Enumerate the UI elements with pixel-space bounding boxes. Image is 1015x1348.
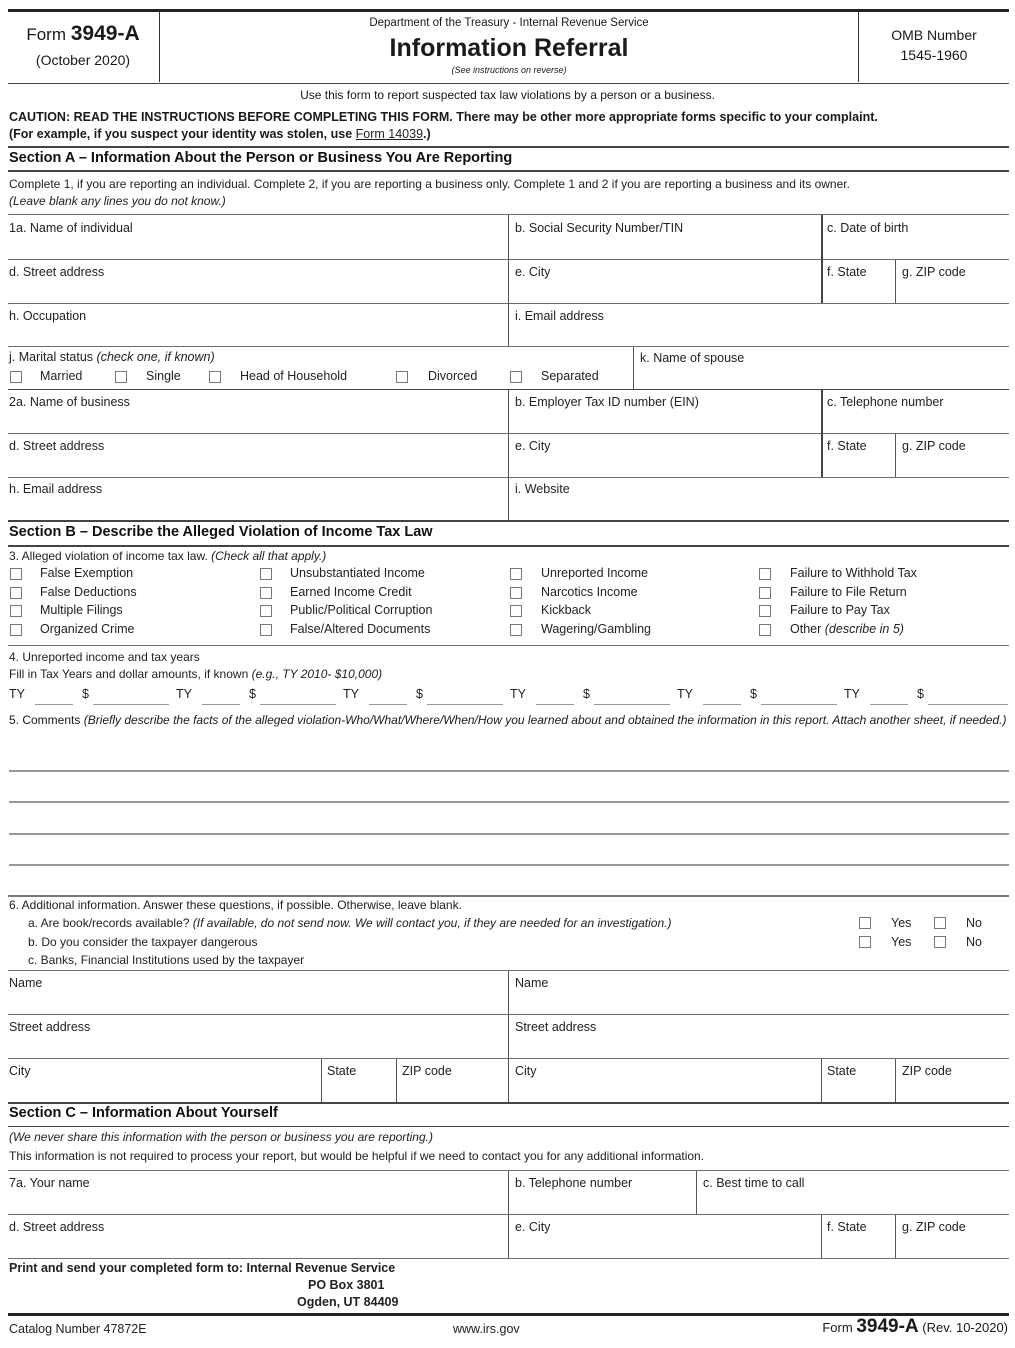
marital-head-of-household-checkbox[interactable]	[209, 371, 221, 383]
bank1-state-field[interactable]: State	[327, 1064, 357, 1078]
violation-earned-income-credit-checkbox[interactable]	[260, 587, 272, 599]
ty-amount-input-2[interactable]	[260, 704, 336, 705]
violation-false-altered-documents-checkbox[interactable]	[260, 624, 272, 636]
ty-amount-input-4[interactable]	[594, 704, 670, 705]
ty-year-input-1[interactable]	[35, 704, 73, 705]
caution-example: (For example, if you suspect your identity was stolen, use Form 14039.)	[9, 127, 431, 141]
marital-divorced-checkbox[interactable]	[396, 371, 408, 383]
q4-fill-text: Fill in Tax Years and dollar amounts, if known (e.g., TY 2010- $10,000)	[9, 667, 383, 681]
section-a-instructions: Complete 1, if you are reporting an individual. Complete 2, if you are reporting a business only. Complete 1 and 2 if you are reporting a business and its owner.	[9, 177, 850, 191]
violation-wagering-gambling-checkbox[interactable]	[510, 624, 522, 636]
q6c-label: c. Banks, Financial Institutions used by the taxpayer	[28, 953, 305, 967]
comments-line-2[interactable]	[9, 801, 1009, 803]
violation-kickback-checkbox[interactable]	[510, 605, 522, 617]
business-zip-field[interactable]: g. ZIP code	[902, 439, 966, 453]
form-id-box	[8, 12, 158, 82]
violation-unreported-income-checkbox[interactable]	[510, 568, 522, 580]
violation-other-checkbox[interactable]	[759, 624, 771, 636]
violation-failure-to-pay-checkbox[interactable]	[759, 605, 771, 617]
catalog-number: Catalog Number 47872E	[9, 1322, 147, 1336]
spouse-name-field[interactable]: k. Name of spouse	[640, 351, 745, 365]
ty-year-input-5[interactable]	[703, 704, 741, 705]
section-a-top-rule	[8, 146, 1009, 148]
individual-name-field[interactable]: 1a. Name of individual	[9, 221, 133, 235]
your-city-field[interactable]: e. City	[515, 1220, 551, 1234]
bank1-city-field[interactable]: City	[9, 1064, 31, 1078]
individual-city-field[interactable]: e. City	[515, 265, 551, 279]
marital-separated-checkbox[interactable]	[510, 371, 522, 383]
your-phone-field[interactable]: b. Telephone number	[515, 1176, 633, 1190]
header-bottom-rule	[8, 83, 1009, 84]
q6b-no-checkbox[interactable]	[934, 936, 946, 948]
irs-website: www.irs.gov	[453, 1322, 520, 1336]
individual-zip-field[interactable]: g. ZIP code	[902, 265, 966, 279]
violation-false-exemption-checkbox[interactable]	[10, 568, 22, 580]
form-14039-link[interactable]: Form 14039	[355, 127, 424, 141]
individual-dob-field[interactable]: c. Date of birth	[827, 221, 909, 235]
usage-text: Use this form to report suspected tax law violations by a person or a business.	[300, 88, 715, 102]
individual-email-field[interactable]: i. Email address	[515, 309, 604, 323]
ty-year-input-2[interactable]	[202, 704, 240, 705]
violation-false-deductions-checkbox[interactable]	[10, 587, 22, 599]
violation-failure-to-file-checkbox[interactable]	[759, 587, 771, 599]
bank2-street-field[interactable]: Street address	[515, 1020, 597, 1034]
violation-multiple-filings-checkbox[interactable]	[10, 605, 22, 617]
individual-ssn-field[interactable]: b. Social Security Number/TIN	[515, 221, 684, 235]
ty-amount-input-3[interactable]	[427, 704, 503, 705]
your-state-field[interactable]: f. State	[827, 1220, 867, 1234]
violation-unsubstantiated-income-checkbox[interactable]	[260, 568, 272, 580]
business-street-field[interactable]: d. Street address	[9, 439, 105, 453]
bank1-street-field[interactable]: Street address	[9, 1020, 91, 1034]
business-phone-field[interactable]: c. Telephone number	[827, 395, 944, 409]
violation-narcotics-income-checkbox[interactable]	[510, 587, 522, 599]
comments-line-4[interactable]	[9, 864, 1009, 866]
marital-status-label: j. Marital status (check one, if known)	[9, 350, 215, 364]
q6a-label: a. Are book/records available? (If available, do not send now. We will contact you, if they are needed for an investigation.)	[28, 916, 672, 930]
ty-year-input-6[interactable]	[870, 704, 908, 705]
q6-label: 6. Additional information. Answer these questions, if possible. Otherwise, leave blank.	[9, 898, 462, 912]
ty-year-input-3[interactable]	[369, 704, 407, 705]
bank2-state-field[interactable]: State	[827, 1064, 857, 1078]
q6a-yes-checkbox[interactable]	[859, 917, 871, 929]
page-title: Information Referral	[389, 34, 629, 62]
form-number: 3949-A	[70, 22, 140, 45]
business-ein-field[interactable]: b. Employer Tax ID number (EIN)	[515, 395, 699, 409]
business-email-field[interactable]: h. Email address	[9, 482, 103, 496]
comments-line-1[interactable]	[9, 770, 1009, 772]
q6b-yes-checkbox[interactable]	[859, 936, 871, 948]
section-a-bottom-rule	[8, 170, 1009, 172]
privacy-note: (We never share this information with the person or business you are reporting.)	[9, 1130, 433, 1144]
section-a-note: (Leave blank any lines you do not know.)	[9, 194, 226, 208]
bank2-city-field[interactable]: City	[515, 1064, 537, 1078]
ty-amount-input-6[interactable]	[928, 704, 1008, 705]
business-website-field[interactable]: i. Website	[515, 482, 570, 496]
marital-single-checkbox[interactable]	[115, 371, 127, 383]
info-note: This information is not required to process your report, but would be helpful if we need to contact you for any additional information.	[9, 1149, 705, 1163]
mailing-city: Ogden, UT 84409	[297, 1295, 399, 1309]
form-date: (October 2020)	[35, 52, 131, 68]
best-time-field[interactable]: c. Best time to call	[703, 1176, 805, 1190]
page-subtitle: (See instructions on reverse)	[451, 65, 567, 75]
business-state-field[interactable]: f. State	[827, 439, 867, 453]
q5-label: 5. Comments (Briefly describe the facts of the alleged violation-Who/What/Where/When/How you learned about and obtained the information in this report. Attach another sheet, if needed.)	[9, 713, 1007, 727]
mailing-label: Print and send your completed form to: Internal Revenue Service	[9, 1261, 396, 1275]
violation-organized-crime-checkbox[interactable]	[10, 624, 22, 636]
individual-state-field[interactable]: f. State	[827, 265, 867, 279]
ty-amount-input-1[interactable]	[93, 704, 169, 705]
mailing-po-box: PO Box 3801	[308, 1278, 385, 1292]
violation-public-political-corruption-checkbox[interactable]	[260, 605, 272, 617]
bank1-zip-field[interactable]: ZIP code	[402, 1064, 452, 1078]
bank2-name-field[interactable]: Name	[515, 976, 549, 990]
section-a-title: Section A – Information About the Person or Business You Are Reporting	[9, 150, 513, 166]
form-prefix: Form	[26, 25, 67, 44]
ty-year-input-4[interactable]	[536, 704, 574, 705]
violation-failure-to-withhold-checkbox[interactable]	[759, 568, 771, 580]
individual-street-field[interactable]: d. Street address	[9, 265, 105, 279]
section-b-title: Section B – Describe the Alleged Violation of Income Tax Law	[9, 524, 433, 540]
omb-number: 1545-1960	[900, 47, 968, 63]
footer-form-id: Form 3949-A (Rev. 10-2020)	[822, 1316, 1008, 1337]
agency-name: Department of the Treasury - Internal Revenue Service	[369, 17, 649, 29]
ty-amount-input-5[interactable]	[761, 704, 837, 705]
omb-label: OMB Number	[891, 27, 977, 43]
individual-occupation-field[interactable]: h. Occupation	[9, 309, 87, 323]
business-name-field[interactable]: 2a. Name of business	[9, 395, 130, 409]
your-zip-field[interactable]: g. ZIP code	[902, 1220, 966, 1234]
comments-line-3[interactable]	[9, 833, 1009, 835]
your-street-field[interactable]: d. Street address	[9, 1220, 105, 1234]
q6a-no-checkbox[interactable]	[934, 917, 946, 929]
q4-label: 4. Unreported income and tax years	[9, 650, 200, 664]
bank2-zip-field[interactable]: ZIP code	[902, 1064, 952, 1078]
marital-married-checkbox[interactable]	[10, 371, 22, 383]
q6b-label: b. Do you consider the taxpayer dangerous	[28, 935, 258, 949]
section-c-title: Section C – Information About Yourself	[9, 1105, 278, 1121]
q3-label: 3. Alleged violation of income tax law. (Check all that apply.)	[9, 549, 327, 563]
business-city-field[interactable]: e. City	[515, 439, 551, 453]
bank1-name-field[interactable]: Name	[9, 976, 43, 990]
caution-text: CAUTION: READ THE INSTRUCTIONS BEFORE COMPLETING THIS FORM. There may be other more appropriate forms specific to your complaint.	[9, 110, 878, 124]
your-name-field[interactable]: 7a. Your name	[9, 1176, 90, 1190]
